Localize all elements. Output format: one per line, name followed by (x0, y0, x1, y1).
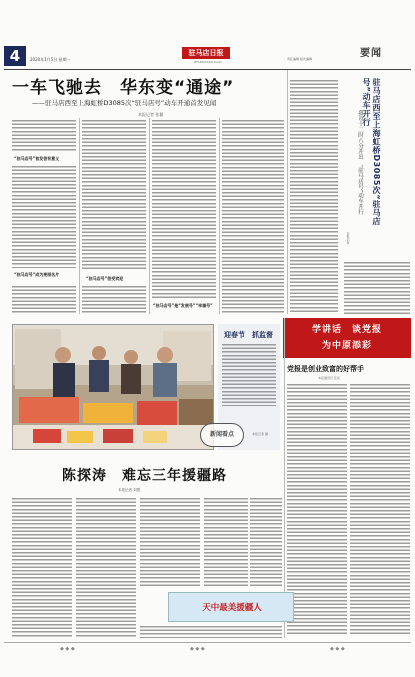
lead-body-col-1b (12, 166, 76, 268)
photo-caption-title: 迎春节 抓监督 (224, 331, 273, 339)
second-byline: 本报记者 刘慧 (118, 488, 141, 492)
bottom-right-body (140, 626, 282, 638)
footer-ornament-right: ◆ ◆ ◆ (330, 646, 345, 652)
lead-subhead-4: “驻马店号”是“发展号”“幸福号” (153, 303, 213, 308)
bottom-ad (168, 592, 294, 622)
right-column-byline: 本报记者 (346, 232, 350, 244)
lead-body-col-2 (82, 120, 146, 270)
masthead (0, 46, 415, 70)
lead-subhead-1: “驻马店号”首发很有意义 (14, 156, 60, 161)
ad-text: 天中最美援疆人 (202, 603, 262, 613)
second-body-col-5 (250, 498, 282, 588)
issue-date: 2020年1月5日 星期一 (30, 57, 71, 62)
lead-subheadline: ——驻马店西至上海虹桥D3085次“驻马店号”动车开通首发见闻 (32, 99, 217, 107)
photo-caption-body (222, 344, 276, 406)
second-body-col-1 (12, 498, 72, 638)
right-column-subtitle: 我市十二时八分开出 “驻马店号”动车开行 (357, 110, 363, 215)
footer-rule (4, 642, 411, 643)
photo-credit: 本报记者 摄 (252, 432, 268, 436)
lead-body-col-3 (152, 120, 216, 300)
editors-line: 责任编辑 版式编辑 (287, 57, 312, 61)
lead-body-col-5 (290, 80, 338, 314)
lead-subhead-2: “驻马店号”成为亮丽名片 (14, 272, 60, 277)
newspaper-brand: 驻马店日报 (182, 47, 230, 59)
study-banner-line-2: 为中原添彩 (321, 341, 372, 351)
study-byline: 本报通讯员 张民 (318, 376, 340, 380)
lead-body-col-2b (82, 286, 146, 314)
page-number: 4 (4, 46, 26, 66)
news-photo (12, 324, 214, 450)
study-title: 党报是创业致富的好帮手 (287, 365, 364, 373)
second-body-col-4 (204, 498, 248, 588)
masthead-rule (4, 69, 411, 70)
lead-byline: 本报记者 张翼 (138, 112, 164, 117)
lead-body-col-1 (12, 120, 76, 152)
footer-ornament-center: ◆ ◆ ◆ (190, 646, 205, 652)
shopping-scene-image (13, 325, 214, 450)
newspaper-brand-en: ZHUMADIAN DAILY (194, 60, 222, 64)
study-banner (283, 318, 411, 358)
section-name: 要闻 (360, 48, 382, 59)
footer-ornament-left: ◆ ◆ ◆ (60, 646, 75, 652)
lead-body-col-1c (12, 286, 76, 314)
lead-body-col-4 (222, 120, 284, 314)
study-body-col-1 (287, 384, 347, 634)
study-banner-line-1: 学讲话 谈党报 (311, 325, 382, 335)
lead-subhead-3: “驻马店号”很受欢迎 (86, 276, 124, 281)
right-column-body (344, 262, 410, 314)
right-column-title: 驻马店西至上海虹桥D3085次“驻马店号”动车开行 (362, 78, 381, 226)
photo-stamp: 新闻看点 (200, 423, 244, 447)
second-body-col-3 (140, 498, 200, 588)
lead-headline: 一车飞驰去 华东变“通途” (12, 78, 235, 98)
second-headline: 陈探涛 难忘三年援疆路 (62, 468, 227, 484)
second-body-col-2 (76, 498, 136, 638)
study-body-col-2 (350, 384, 410, 634)
